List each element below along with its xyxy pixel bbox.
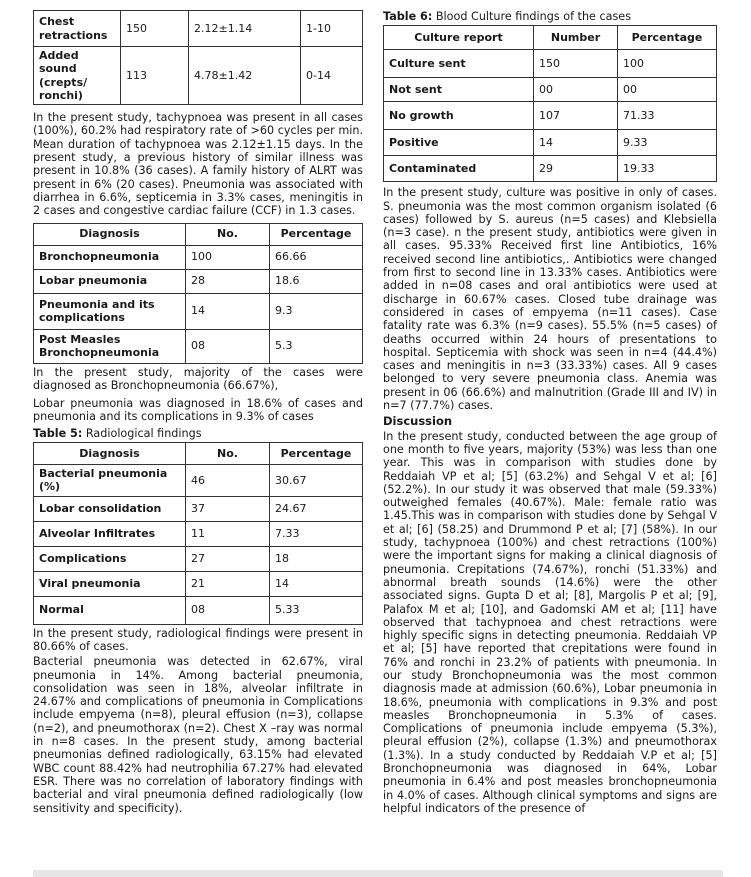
table-cell: 9.33: [618, 130, 717, 156]
table-cell: Pneumonia and its complications: [34, 293, 186, 329]
table-cell: Contaminated: [384, 156, 534, 182]
table-caption-text: Blood Culture findings of the cases: [432, 10, 632, 23]
body-paragraph: Bacterial pneumonia was detected in 62.67%, viral pneumonia in 14%. Among bacterial pneumonia, consolidation was seen in 18%, alveolar infiltrate in 24.67% and complications of pneumonia in Complications include empyema (n=8), pleural effusion (n=3), collapse (n=2), and pneumothorax (n=2). Chest X –ray was normal in n=8 cases. In the present study, among bacterial pneumonias defined radiologically, 63.15% had elevated WBC count 88.42% had neutrophilia 67.27% had elevated ESR. There was no correlation of laboratory findings with bacterial and viral pneumonia defined radiologically (low sensitivity and specificity).: [33, 655, 363, 815]
table-row: [384, 50, 717, 78]
table-cell: 00: [534, 78, 618, 102]
table-caption-text: Radiological findings: [82, 426, 202, 440]
table-cell: 14: [270, 571, 363, 596]
body-paragraph: In the present study, majority of the cases were diagnosed as Bronchopneumonia (66.67%),: [33, 365, 363, 392]
table-cell: 150: [534, 50, 618, 78]
section-heading: Discussion: [383, 414, 453, 429]
table-header-row: [34, 223, 363, 245]
table-cell: 30.67: [270, 465, 363, 497]
table-cell: Chest retractions: [34, 11, 121, 47]
table-cell: 14: [534, 130, 618, 156]
table-header: Diagnosis: [34, 223, 186, 245]
table-cell: Alveolar Infiltrates: [34, 521, 186, 546]
table-cell: 150: [121, 11, 189, 47]
table-cell: 5.3: [270, 329, 363, 363]
table-cell: 100: [186, 245, 270, 269]
body-paragraph: Lobar pneumonia was diagnosed in 18.6% of cases and pneumonia and its complications in 9.3% of cases: [33, 397, 363, 424]
table-cell: Positive: [384, 130, 534, 156]
table-row: [384, 130, 717, 156]
radiological-findings-table: [33, 442, 363, 625]
table-cell: 08: [186, 596, 270, 624]
table-cell: 2.12±1.14: [189, 11, 301, 47]
table-header: Percentage: [270, 443, 363, 465]
table-cell: 71.33: [618, 102, 717, 130]
table-cell: 08: [186, 329, 270, 363]
table-caption: [33, 427, 363, 440]
table-row: [34, 465, 363, 497]
table-cell: Bronchopneumonia: [34, 245, 186, 269]
table-cell: 4.78±1.42: [189, 47, 301, 105]
table-row: [34, 546, 363, 571]
table-cell: 29: [534, 156, 618, 182]
table-cell: Lobar pneumonia: [34, 269, 186, 293]
table-row: [34, 496, 363, 521]
table-row: [384, 78, 717, 102]
table-header-row: [384, 26, 717, 50]
table-row: [34, 47, 363, 105]
table-cell: 27: [186, 546, 270, 571]
table-cell: 37: [186, 496, 270, 521]
table-header: Percentage: [618, 26, 717, 50]
table-cell: Added sound (crepts/ ronchi): [34, 47, 121, 105]
table-cell: 5.33: [270, 596, 363, 624]
table-caption-label: Table 6:: [383, 10, 433, 23]
table-cell: Lobar consolidation: [34, 496, 186, 521]
table-header: No.: [186, 223, 270, 245]
table-cell: 18: [270, 546, 363, 571]
table-row: [34, 571, 363, 596]
body-paragraph: In the present study, culture was positive in only of cases. S. pneumonia was the most common organism isolated (6 cases) followed by S. aureus (n=5 cases) and Klebsiella (n=3 case). n the present study, antibiotics were given in all cases. 95.33% Received first line Antibiotics, 16% received second line antibiotics,. Antibiotics were changed from first to second line in 13.33% cases. Antibiotics were added in n=08 cases and oral antibiotics were used at discharge in 60.67% cases. Closed tube drainage was considered in cases of empyema (n=11 cases). Case fatality rate was 6.3% (n=9 cases). 55.5% (n=5 cases) of deaths occurred within 24 hours of presentations to hospital. Septicemia with shock was seen in n=4 (44.4%) cases and meningitis in n=3 (33.33%) cases. All 9 cases belonged to very severe pneumonia class. Anemia was present in 06 (66.6%) and malnutrition (Grade III and IV) in n=7 (77.7%) cases.: [383, 186, 717, 413]
table-header-row: [34, 443, 363, 465]
right-column: [383, 10, 717, 815]
table-row: [34, 269, 363, 293]
table-row: [34, 329, 363, 363]
table-cell: 19.33: [618, 156, 717, 182]
table-cell: 7.33: [270, 521, 363, 546]
table-row: [34, 11, 363, 47]
table-row: [34, 596, 363, 624]
clinical-signs-table-fragment: [33, 10, 363, 105]
table-cell: Bacterial pneumonia (%): [34, 465, 186, 497]
table-header: Culture report: [384, 26, 534, 50]
table-cell: Post Measles Bronchopneumonia: [34, 329, 186, 363]
table-cell: 0-14: [301, 47, 363, 105]
page-bottom-bar: [33, 870, 723, 877]
table-cell: 66.66: [270, 245, 363, 269]
table-row: [34, 245, 363, 269]
blood-culture-table: [383, 25, 717, 182]
table-row: [384, 156, 717, 182]
table-cell: Not sent: [384, 78, 534, 102]
table-cell: 24.67: [270, 496, 363, 521]
table-cell: 46: [186, 465, 270, 497]
table-cell: Viral pneumonia: [34, 571, 186, 596]
table-cell: Culture sent: [384, 50, 534, 78]
table-row: [34, 293, 363, 329]
table-cell: 11: [186, 521, 270, 546]
table-cell: 100: [618, 50, 717, 78]
table-caption-label: Table 5:: [33, 426, 83, 440]
table-cell: 14: [186, 293, 270, 329]
table-cell: 107: [534, 102, 618, 130]
body-paragraph: In the present study, radiological findings were present in 80.66% of cases.: [33, 626, 363, 653]
table-cell: Complications: [34, 546, 186, 571]
table-header: Diagnosis: [34, 443, 186, 465]
table-cell: 00: [618, 78, 717, 102]
table-cell: 21: [186, 571, 270, 596]
table-cell: No growth: [384, 102, 534, 130]
table-cell: 1-10: [301, 11, 363, 47]
table-cell: Normal: [34, 596, 186, 624]
left-column: [33, 10, 363, 815]
table-cell: 9.3: [270, 293, 363, 329]
table-header: No.: [186, 443, 270, 465]
body-paragraph: In the present study, tachypnoea was present in all cases (100%), 60.2% had respiratory rate of >60 cycles per min. Mean duration of tachypnoea was 2.12±1.15 days. In the present study, a previous history of similar illness was present in 10.8% (36 cases). A family history of ALRT was present in 6% (20 cases). Pneumonia was associated with diarrhea in 6.6%, septicemia in 3.3% cases, meningitis in 2 cases and congestive cardiac failure (CCF) in 1.3 cases.: [33, 111, 363, 218]
table-row: [384, 102, 717, 130]
table-cell: 113: [121, 47, 189, 105]
diagnosis-table: [33, 223, 363, 364]
table-cell: 18.6: [270, 269, 363, 293]
table-header: Percentage: [270, 223, 363, 245]
table-header: Number: [534, 26, 618, 50]
table-caption: [383, 10, 717, 23]
table-cell: 28: [186, 269, 270, 293]
body-paragraph: In the present study, conducted between the age group of one month to five years, majority (53%) was less than one year. This was in comparison with studies done by Reddaiah VP et al; [5] (63.2%) and Sehgal V et al; [6] (52.2%). In our study it was observed that male (59.33%) outweighed females (40.67%). Male: female ratio was 1.45.This was in comparison with studies done by Sehgal V et al; [6] (58.25) and Drummond P et al; [7] (58%). In our study, tachypnoea (100%) and chest retractions (100%) were the important signs for making a clinical diagnosis of pneumonia. Crepitations (74.67%), ronchi (51.33%) and abnormal breath sounds (14.6%) were the other associated signs. Gupta D et al; [8], Margolis P et al; [9], Palafox M et al; [10], and Gadomski AM et al; [11] have observed that tachypnoea and chest retractions were highly specific signs in detecting pneumonia. Reddaiah VP et al; [5] have reported that crepitations were found in 76% and ronchi in 23.2% of patients with pneumonia. In our study Bronchopneumonia was the most common diagnosis made at admission (60.6%), Lobar pneumonia in 18.6%, pneumonia with complications in 9.3% and post measles Bronchopneumonia in 5.3% of cases. Complications of pneumonia include empyema (5.3%), pleural effusion (2%), collapse (1.3%) and pneumothorax (1.3%). In a study conducted by Reddaiah V.P et al; [5] Bronchopneumonia was diagnosed in 64%, Lobar pneumonia in 6.4% and post measles bronchopneumonia in 4.0% of cases. Although clinical symptoms and signs are helpful indicators of the presence of: [383, 429, 717, 815]
table-row: [34, 521, 363, 546]
